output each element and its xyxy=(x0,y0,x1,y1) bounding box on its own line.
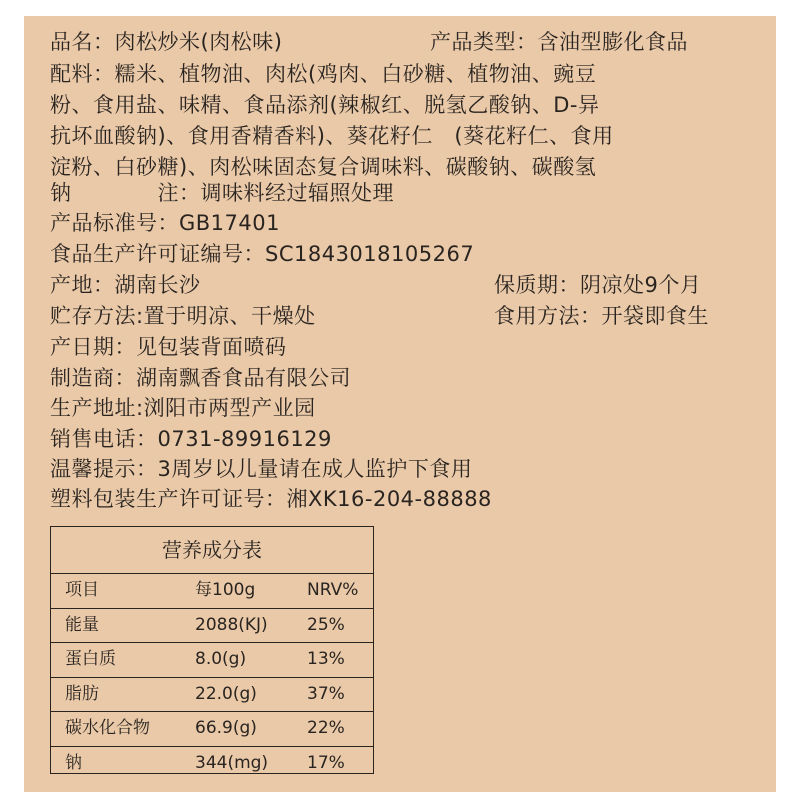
table-row xyxy=(51,747,373,781)
nutrient-amount: 66.9(g) xyxy=(195,718,257,739)
nutrient-nrv: 17% xyxy=(307,752,345,773)
ingredients-line-4: 淀粉、白砂糖)、肉松味固态复合调味料、碳酸钠、碳酸氢 xyxy=(50,155,597,179)
ingredients-line-2: 粉、食用盐、味精、食品添剂(辣椒红、脱氢乙酸钠、D-异 xyxy=(50,93,600,117)
nutrition-table-title: 营养成分表 xyxy=(51,527,373,574)
ingredients-line-5: 钠 注：调味料经过辐照处理 xyxy=(50,181,394,205)
nutrient-nrv: 37% xyxy=(307,683,345,704)
product-type: 产品类型：含油型膨化食品 xyxy=(430,30,688,54)
header-item: 项目 xyxy=(65,580,99,600)
nutrient-name: 脂肪 xyxy=(65,683,99,704)
nutrient-amount: 344(mg) xyxy=(195,752,269,773)
storage-method: 贮存方法:置于明凉、干燥处 xyxy=(50,304,316,328)
plastic-package-license: 塑料包装生产许可证号：湘XK16-204-88888 xyxy=(50,487,492,511)
nutrition-table xyxy=(50,526,374,774)
nutrient-name: 蛋白质 xyxy=(65,649,116,670)
nutrient-amount: 22.0(g) xyxy=(195,683,257,704)
table-row xyxy=(51,678,373,713)
table-row xyxy=(51,712,373,747)
nutrient-nrv: 25% xyxy=(307,614,345,635)
production-license: 食品生产许可证编号：SC1843018105267 xyxy=(50,242,475,266)
origin: 产地：湖南长沙 xyxy=(50,273,201,297)
nutrient-name: 钠 xyxy=(65,752,82,773)
nutrient-name: 能量 xyxy=(65,614,99,635)
shelf-life: 保质期：阴凉处9个月 xyxy=(494,273,702,297)
manufacturer: 制造商：湖南飘香食品有限公司 xyxy=(50,366,351,390)
nutrient-nrv: 22% xyxy=(307,718,345,739)
nutrient-amount: 8.0(g) xyxy=(195,649,247,670)
header-per-100g: 每100g xyxy=(195,580,256,600)
nutrient-amount: 2088(KJ) xyxy=(195,614,268,635)
table-row xyxy=(51,643,373,678)
nutrient-nrv: 13% xyxy=(307,649,345,670)
warm-tip: 温馨提示：3周岁以儿量请在成人监护下食用 xyxy=(50,457,473,481)
header-nrv: NRV% xyxy=(307,580,359,600)
production-address: 生产地址:浏阳市两型产业园 xyxy=(50,396,316,420)
ingredients-line-1: 配料：糯米、植物油、肉松(鸡肉、白砂糖、植物油、豌豆 xyxy=(50,62,597,86)
nutrient-name: 碳水化合物 xyxy=(65,718,150,739)
sales-phone: 销售电话：0731-89916129 xyxy=(50,427,332,451)
usage-method: 食用方法：开袋即食生 xyxy=(494,304,709,328)
standard-number: 产品标准号：GB17401 xyxy=(50,211,280,235)
table-row xyxy=(51,609,373,644)
ingredients-line-3: 抗坏血酸钠)、食用香精香料)、葵花籽仁 (葵花籽仁、食用 xyxy=(50,124,614,148)
product-name: 品名：肉松炒米(肉松味) xyxy=(50,30,283,54)
production-date: 产日期：见包装背面喷码 xyxy=(50,335,287,359)
nutrition-header-row xyxy=(51,574,373,609)
